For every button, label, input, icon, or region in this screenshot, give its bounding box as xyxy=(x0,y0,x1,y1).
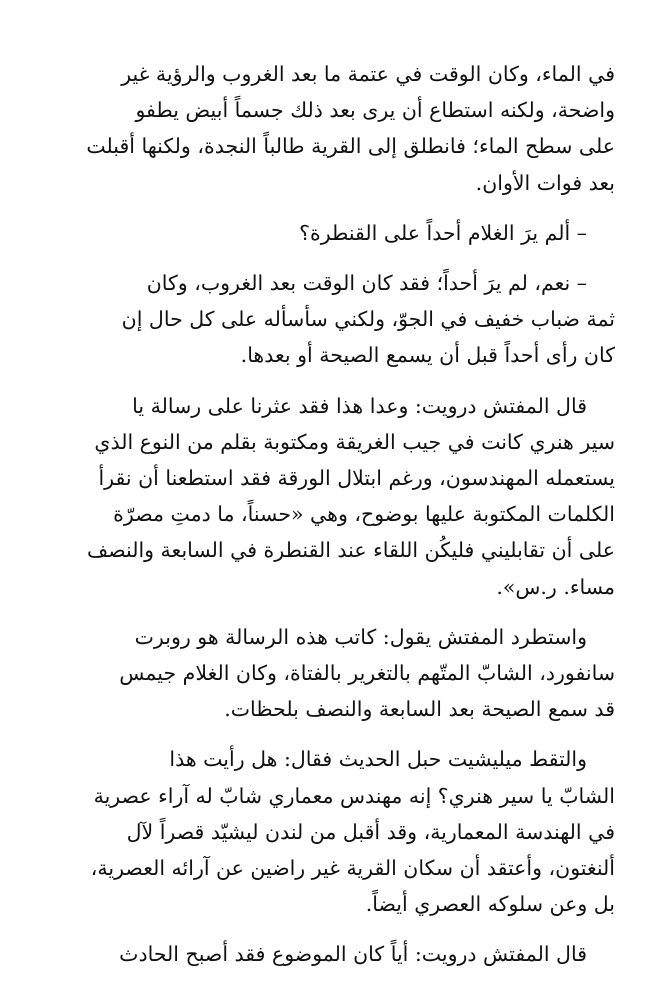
text-line: واستطرد المفتش يقول: كاتب هذه الرسالة هو روبرت xyxy=(134,624,587,649)
paragraph-4 xyxy=(50,388,615,605)
text-line: بعد فوات الأوان. xyxy=(475,170,615,195)
text-line: سانفورد، الشابّ المتّهم بالتغرير بالفتاة، وكان الغلام جيمس xyxy=(119,661,615,686)
text-line: ألنغتون، وأعتقد أن سكان القرية غير راضين عن آرائه العصرية، xyxy=(90,856,615,881)
text-line: على أن تقابليني فليكُن اللقاء عند القنطرة في السابعة والنصف xyxy=(87,538,615,563)
text-line: على سطح الماء؛ فانطلق إلى القرية طالباً النجدة، ولكنها أقبلت xyxy=(86,134,615,159)
text-line: قال المفتش درويت: وعدا هذا فقد عثرنا على رسالة يا xyxy=(132,393,587,418)
text-line: والتقط ميليشيت حبل الحديث فقال: هل رأيت هذا xyxy=(169,747,587,772)
text-line: – ألم يرَ الغلام أحداً على القنطرة؟ xyxy=(299,220,587,245)
text-line: بل وعن سلوكه العصري أيضاً. xyxy=(365,892,615,917)
text-line: مساء. ر.س». xyxy=(496,574,615,599)
text-line: ثمة ضباب خفيف في الجوّ، ولكني سأسأله على كل حال إن xyxy=(121,307,615,332)
paragraph-6 xyxy=(50,741,615,922)
text-line: يستعمله المهندسون، ورغم ابتلال الورقة فقد استطعنا أن نقرأ xyxy=(98,466,615,491)
text-line: سير هنري كانت في جيب الغريقة ومكتوبة بقلم من النوع الذي xyxy=(94,429,615,454)
text-line: الكلمات المكتوبة عليها بوضوح، وهي «حسناً، ما دمتِ مصرّة xyxy=(113,502,615,527)
paragraph-5 xyxy=(50,619,615,728)
text-line: قال المفتش درويت: أياً كان الموضوع فقد أصبح الحادث xyxy=(119,942,587,967)
paragraph-1 xyxy=(50,56,615,201)
text-line: في الماء، وكان الوقت في عتمة ما بعد الغروب والرؤية غير xyxy=(121,62,615,86)
paragraph-3 xyxy=(50,265,615,374)
paragraph-7 xyxy=(50,936,615,972)
text-line: كان رأى أحداً قبل أن يسمع الصيحة أو بعدها. xyxy=(240,343,615,368)
text-line: الشابّ يا سير هنري؟ إنه مهندس معماري شابّ له آراء عصرية xyxy=(93,783,615,808)
text-line: قد سمع الصيحة بعد السابعة والنصف بلحظات. xyxy=(224,697,615,722)
text-line: في الهندسة المعمارية، وقد أقبل من لندن ليشيّد قصراً لآل xyxy=(126,819,615,844)
paragraph-2 xyxy=(50,215,615,251)
text-line: واضحة، ولكنه استطاع أن يرى بعد ذلك جسماً أبيض يطفو xyxy=(135,98,615,123)
text-line: – نعم، لم يرَ أحداً؛ فقد كان الوقت بعد الغروب، وكان xyxy=(146,271,587,296)
book-page xyxy=(50,56,615,987)
